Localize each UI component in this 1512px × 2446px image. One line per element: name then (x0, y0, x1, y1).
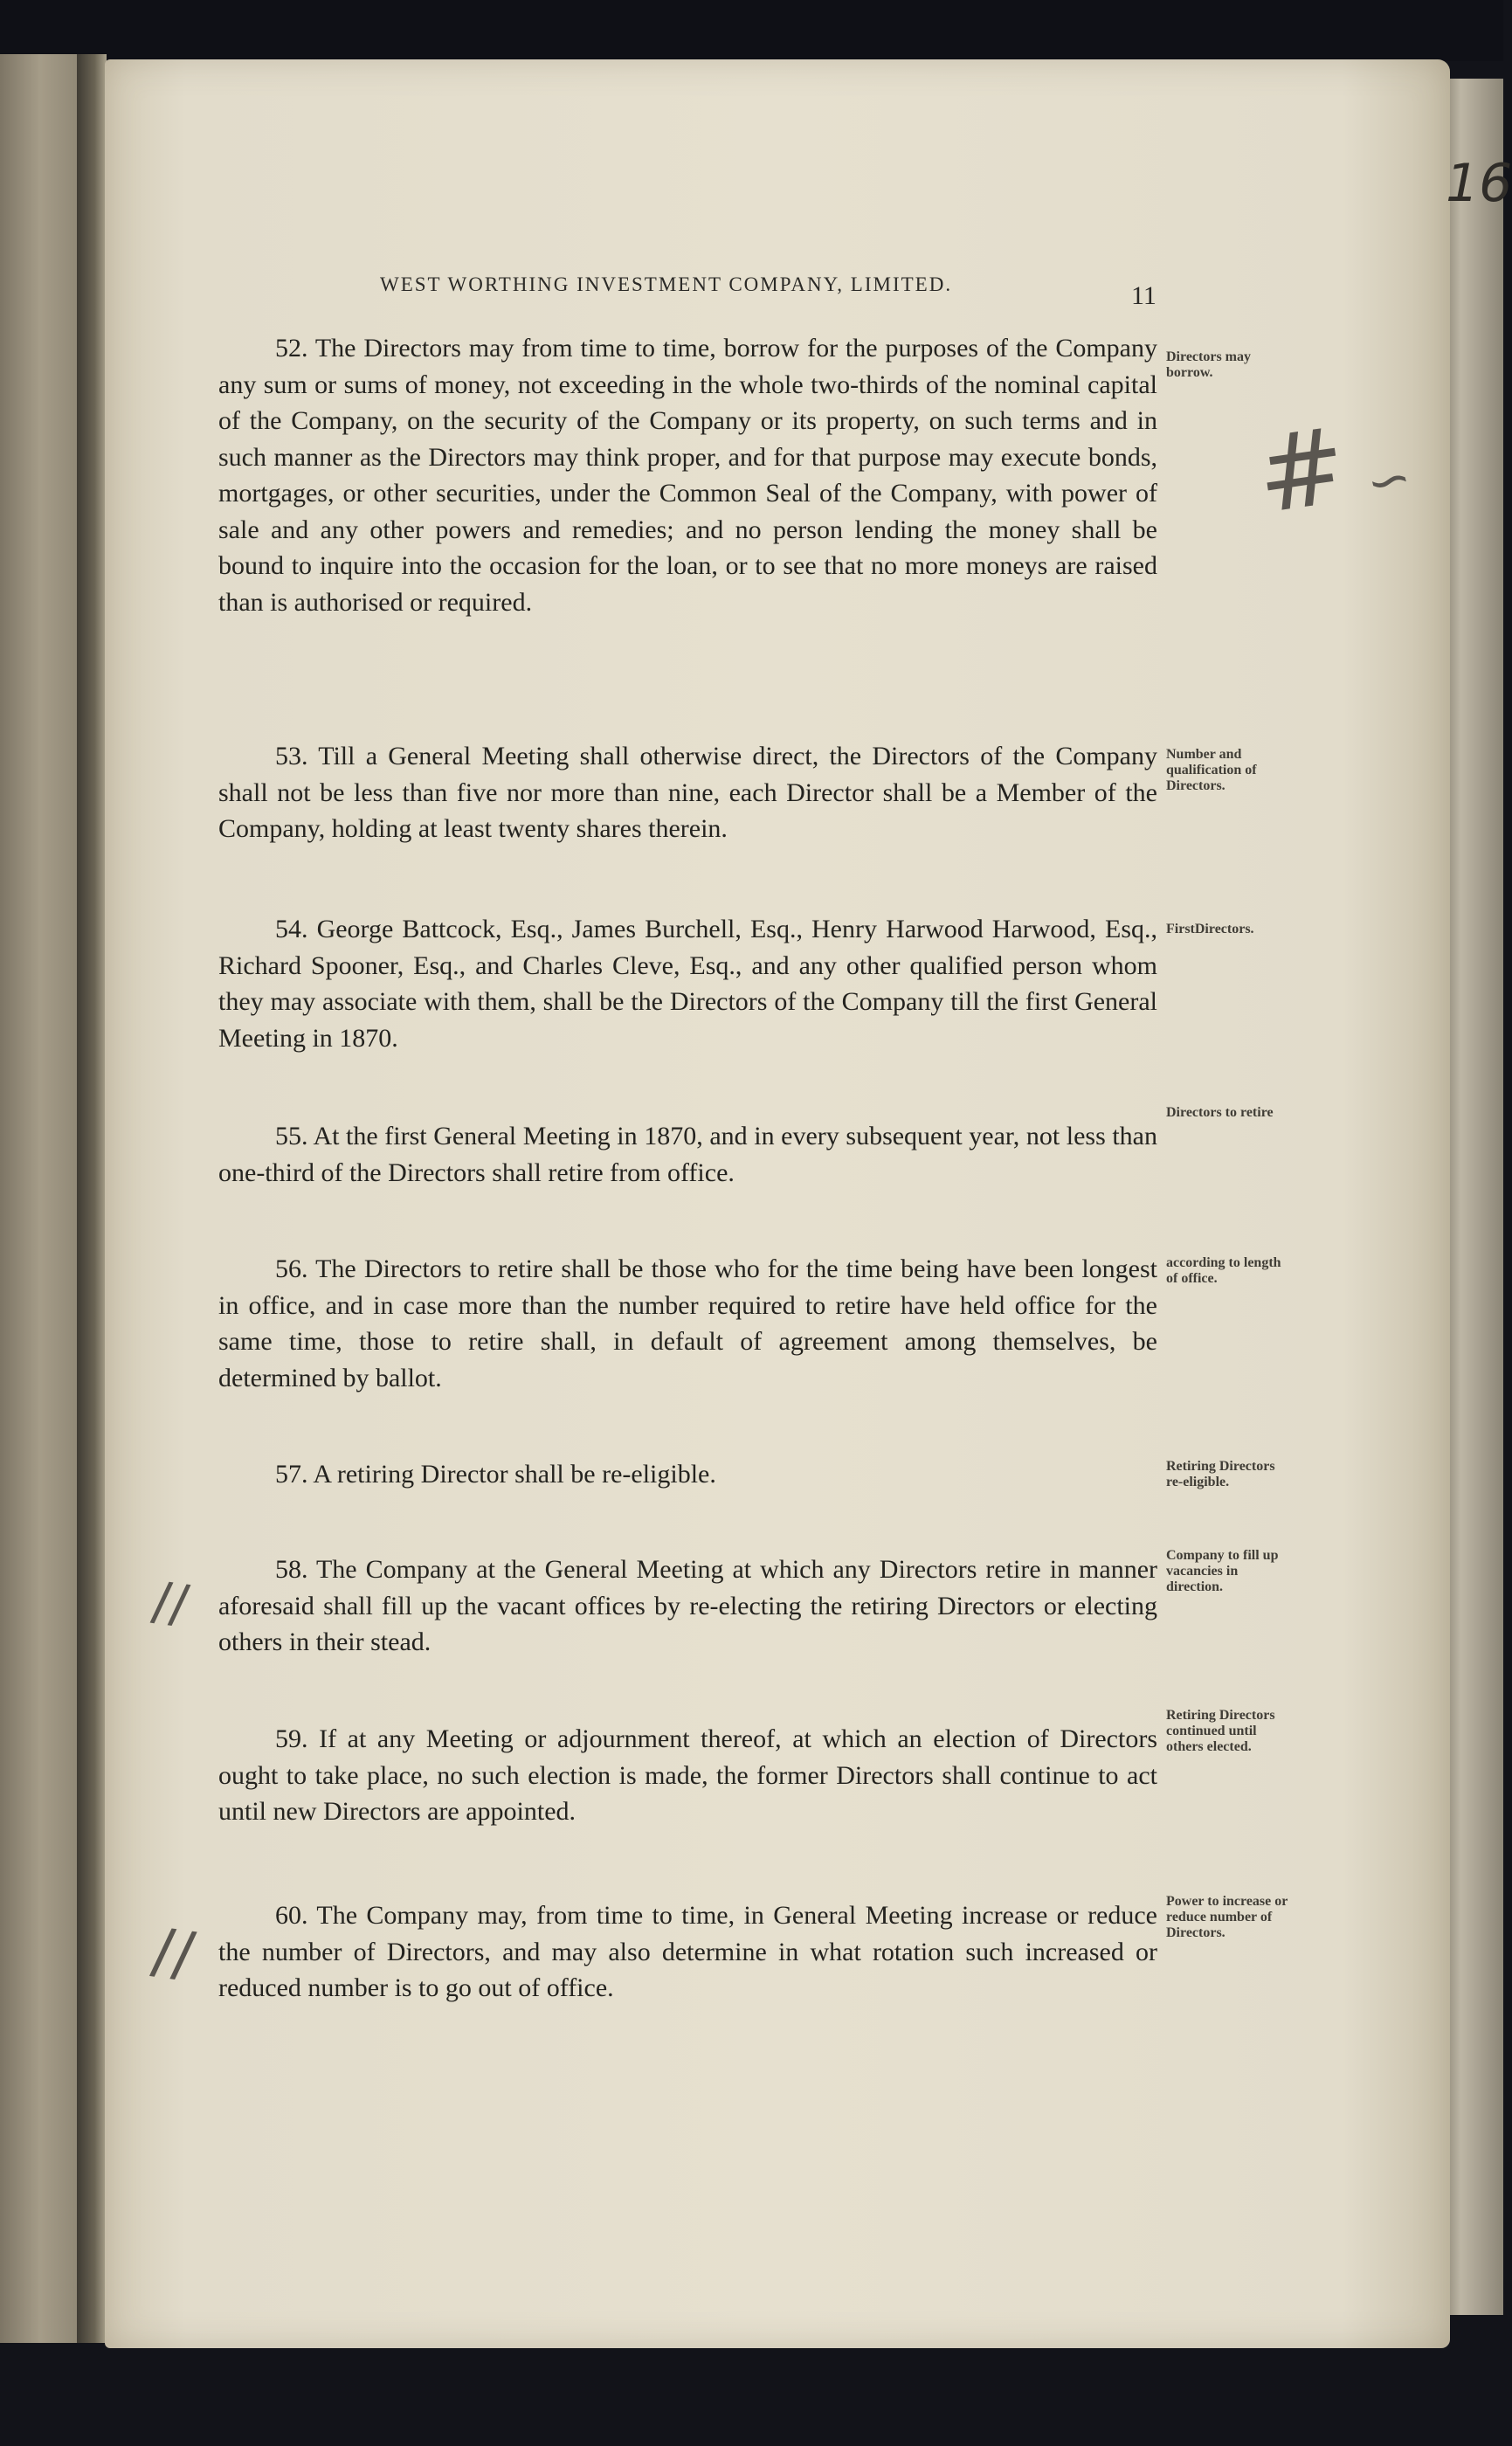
article-56 (218, 1251, 1157, 1396)
pencil-hash-mark: # (1249, 404, 1354, 538)
margin-note-54: FirstDirectors. (1166, 922, 1254, 936)
pencil-margin-mark-58: // (148, 1570, 193, 1636)
corner-number: 16 (1446, 153, 1512, 214)
article-58 (218, 1551, 1157, 1661)
article-text: 60. The Company may, from time to time, in General Meeting increase or reduce the number of Directors, and may also determine in what rotation such increased or reduced number is to go out of office. (218, 1901, 1157, 2002)
article-text: 56. The Directors to retire shall be those who for the time being have been longest in office, and in case more than the number required to retire have held office for the same time, those to retire shall, in default of agreement among themselves, be determined by ballot. (218, 1254, 1157, 1392)
running-head: WEST WORTHING INVESTMENT COMPANY, LIMITED. (380, 273, 953, 295)
margin-note-57: Retiring Directors re-eligible. (1166, 1459, 1275, 1489)
article-text: 53. Till a General Meeting shall otherwise direct, the Directors of the Company shall not be less than five nor more than nine, each Director shall be a Member of the Company, holding at least twenty shares therein. (218, 742, 1157, 843)
article-text: 55. At the first General Meeting in 1870, and in every subsequent year, not less than one-third of the Directors shall retire from office. (218, 1122, 1157, 1187)
article-59 (218, 1721, 1157, 1830)
pencil-tick-mark: ∽ (1359, 445, 1419, 516)
article-57 (218, 1456, 1157, 1493)
margin-note-58: Company to fill up vacancies in direction. (1166, 1548, 1279, 1594)
margin-note-60: Power to increase or reduce number of Directors. (1166, 1894, 1288, 1940)
margin-note-56: according to length of office. (1166, 1255, 1281, 1286)
margin-note-55: Directors to retire (1166, 1105, 1274, 1120)
article-text: 54. George Battcock, Esq., James Burchell, Esq., Henry Harwood Harwood, Esq., Richard Spooner, Esq., and Charles Cleve, Esq., and any other qualified person whom they may associate with them, shall be the Directors of the Company till the first General Meeting in 1870. (218, 915, 1157, 1053)
article-54 (218, 911, 1157, 1056)
article-55 (218, 1118, 1157, 1191)
article-text: 59. If at any Meeting or adjournment thereof, at which an election of Directors ought to take place, no such election is made, the former Directors shall continue to act until new Directors are appointed. (218, 1724, 1157, 1826)
scan-bottom-background (0, 2350, 1503, 2446)
margin-note-59: Retiring Directors continued until others elected. (1166, 1708, 1275, 1754)
scan-top-background (0, 0, 1503, 61)
article-52 (218, 330, 1157, 620)
article-text: 57. A retiring Director shall be re-eligible. (275, 1460, 716, 1489)
page-number: 11 (1131, 281, 1156, 310)
margin-note-53: Number and qualification of Directors. (1166, 747, 1257, 793)
article-text: 52. The Directors may from time to time, borrow for the purposes of the Company any sum or sums of money, not exceeding in the whole two-thirds of the nominal capital of the Company, on the security of the Company or its property, on such terms and in such manner as the Directors may think proper, and for that purpose may execute bonds, mortgages, or other securities, under the Common Seal of the Company, with power of sale and any other powers and remedies; and no person lending the money shall be bound to inquire into the occasion for the loan, or to see that no more moneys are raised than is authorised or required. (218, 334, 1157, 617)
facing-page-edge (0, 54, 80, 2343)
book-spine (77, 54, 107, 2343)
margin-note-52: Directors may borrow. (1166, 349, 1251, 380)
pencil-margin-mark-60: // (148, 1914, 199, 1991)
article-text: 58. The Company at the General Meeting at which any Directors retire in manner aforesaid shall fill up the vacant offices by re-electing the retiring Directors or electing others in their stead. (218, 1555, 1157, 1656)
article-60 (218, 1897, 1157, 2007)
article-53 (218, 738, 1157, 847)
